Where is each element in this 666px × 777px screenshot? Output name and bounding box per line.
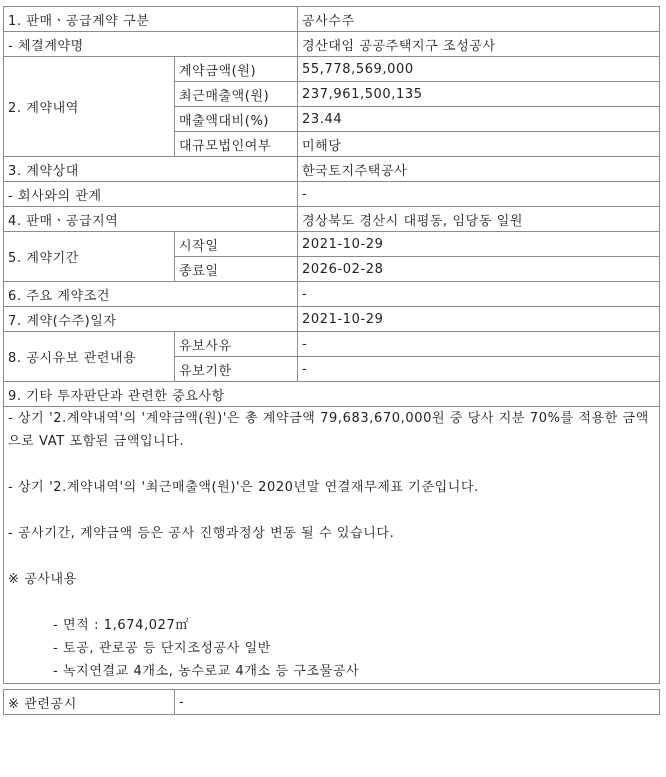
row-label: 7. 계약(수주)일자 [4, 307, 298, 332]
sub-label: 시작일 [175, 232, 298, 257]
table-row [4, 690, 660, 715]
table-row [4, 57, 660, 82]
note-paragraph: - 상기 '2.계약내역'의 '계약금액(원)'은 총 계약금액 79,683,670,000원 중 당사 지분 70%를 적용한 금액으로 VAT 포함된 금액입니다. [8, 411, 649, 449]
row-value: 2021-10-29 [298, 307, 660, 332]
row-label: 3. 계약상대 [4, 157, 298, 182]
sub-label: 최근매출액(원) [175, 82, 298, 107]
table-row [4, 182, 660, 207]
row-value: 미해당 [298, 132, 660, 157]
row-value: 경상북도 경산시 대평동, 임당동 일원 [298, 207, 660, 232]
row-value: - [175, 690, 660, 715]
sub-label: 대규모법인여부 [175, 132, 298, 157]
row-label: 2. 계약내역 [4, 57, 175, 157]
table-row [4, 7, 660, 32]
list-item: - 녹지연결교 4개소, 농수로교 4개소 등 구조물공사 [53, 664, 360, 679]
table-row [4, 207, 660, 232]
notes-cell [4, 407, 660, 684]
note-paragraph: - 상기 '2.계약내역'의 '최근매출액(원)'은 2020년말 연결재무제표 기준입니다. [8, 480, 479, 495]
row-label: 1. 판매ㆍ공급계약 구분 [4, 7, 298, 32]
sub-label: 종료일 [175, 257, 298, 282]
table-row [4, 332, 660, 357]
row-value: - [298, 357, 660, 382]
row-label: - 체결계약명 [4, 32, 298, 57]
row-value: - [298, 332, 660, 357]
table-row [4, 407, 660, 684]
sub-label: 매출액대비(%) [175, 107, 298, 132]
table-row [4, 32, 660, 57]
table-row [4, 307, 660, 332]
row-value: 한국토지주택공사 [298, 157, 660, 182]
row-value: 237,961,500,135 [298, 82, 660, 107]
row-label: 6. 주요 계약조건 [4, 282, 298, 307]
row-value: - [298, 282, 660, 307]
row-value: 경산대임 공공주택지구 조성공사 [298, 32, 660, 57]
row-value: - [298, 182, 660, 207]
table-row [4, 232, 660, 257]
section-heading: 9. 기타 투자판단과 관련한 중요사항 [4, 382, 660, 407]
row-value: 23.44 [298, 107, 660, 132]
list-item: - 토공, 관로공 등 단지조성공사 일반 [53, 641, 271, 656]
disclosure-sheet [3, 6, 660, 715]
row-value: 2021-10-29 [298, 232, 660, 257]
list-item: - 면적 : 1,674,027㎡ [53, 618, 189, 633]
row-value: 2026-02-28 [298, 257, 660, 282]
table-row [4, 282, 660, 307]
row-label: 8. 공시유보 관련내용 [4, 332, 175, 382]
row-value: 공사수주 [298, 7, 660, 32]
row-label: 4. 판매ㆍ공급지역 [4, 207, 298, 232]
row-label: - 회사와의 관계 [4, 182, 298, 207]
row-label: ※ 관련공시 [4, 690, 175, 715]
related-disclosure-table [3, 689, 660, 715]
note-paragraph: - 공사기간, 계약금액 등은 공사 진행과정상 변동 될 수 있습니다. [8, 526, 395, 541]
sub-label: 계약금액(원) [175, 57, 298, 82]
disclosure-table [3, 6, 660, 684]
note-heading: ※ 공사내용 [8, 572, 77, 587]
table-row [4, 157, 660, 182]
row-value: 55,778,569,000 [298, 57, 660, 82]
sub-label: 유보사유 [175, 332, 298, 357]
table-row [4, 382, 660, 407]
row-label: 5. 계약기간 [4, 232, 175, 282]
sub-label: 유보기한 [175, 357, 298, 382]
